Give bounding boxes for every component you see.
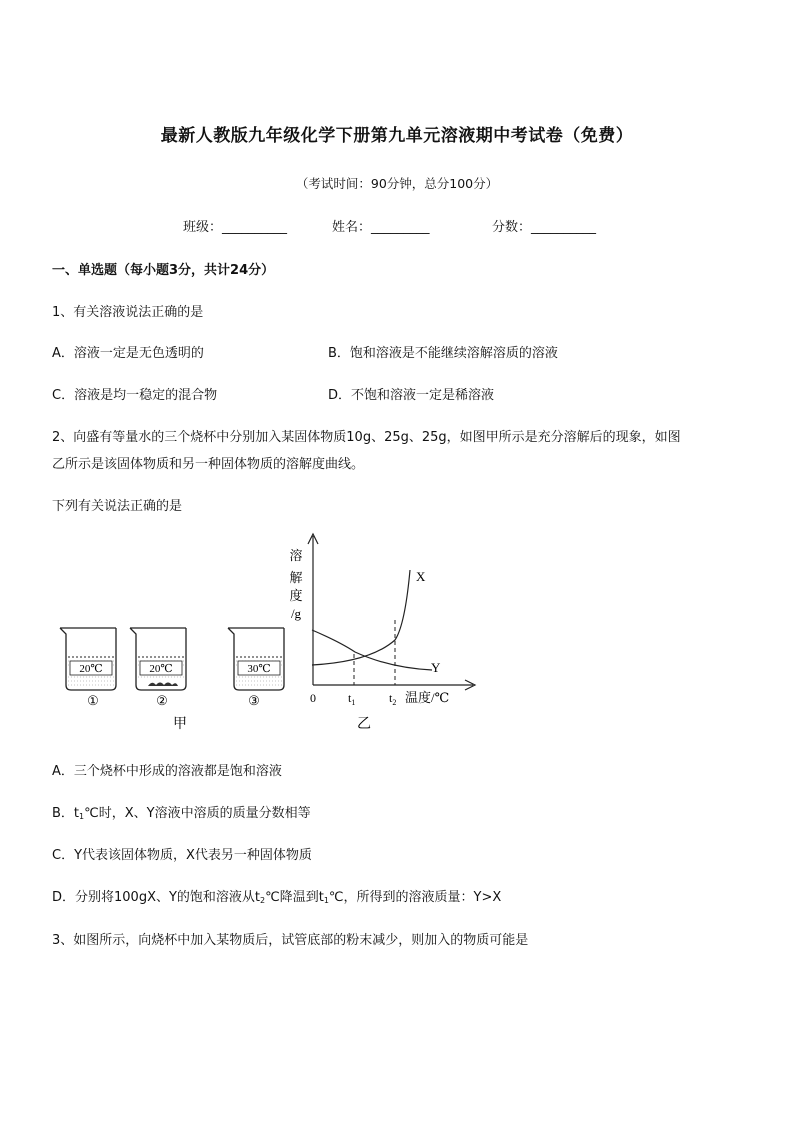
class-field: 班级：__________	[183, 220, 288, 235]
name-field: 姓名：_________	[332, 220, 430, 235]
question-3-stem: 3、如图所示，向烧杯中加入某物质后，试管底部的粉末减少，则加入的物质可能是	[52, 933, 529, 948]
t2-tick-label: $t_2$	[389, 691, 397, 707]
question-1-stem: 1、有关溶液说法正确的是	[52, 305, 204, 320]
question-1-option-c: C．溶液是均一稳定的混合物	[52, 388, 218, 403]
question-2-option-c: C．Y代表该固体物质，X代表另一种固体物质	[52, 848, 312, 863]
y-axis-char-2: 解	[289, 570, 303, 585]
solubility-graph	[289, 534, 475, 732]
curve-y-label: Y	[431, 660, 441, 675]
y-axis-char-1: 溶	[289, 548, 303, 563]
beaker-1-temp: 20℃	[79, 663, 103, 675]
beaker-2-temp: 20℃	[149, 663, 173, 675]
section-heading: 一、单选题（每小题3分，共计24分）	[52, 263, 275, 278]
beaker-1	[60, 628, 116, 708]
question-2-stem-line-1: 2、向盛有等量水的三个烧杯中分别加入某固体物质10g、25g、25g，如图甲所示是充分溶解后的现象，如图	[52, 430, 681, 445]
question-2-option-a: A．三个烧杯中形成的溶液都是饱和溶液	[52, 764, 282, 779]
y-axis-char-3: 度	[289, 588, 303, 603]
question-1-option-a: A．溶液一定是无色透明的	[52, 346, 204, 361]
exam-duration: （考试时间：90分钟，总分100分）	[295, 176, 499, 191]
page-title: 最新人教版九年级化学下册第九单元溶液期中考试卷（免费）	[160, 126, 634, 146]
solubility-figure	[40, 530, 500, 740]
question-2-stem-line-2: 乙所示是该固体物质和另一种固体物质的溶解度曲线。	[52, 457, 365, 472]
t1-tick-label: $t_1$	[348, 691, 356, 707]
curve-x-label: X	[416, 569, 426, 584]
x-axis-label: 温度/℃	[405, 690, 450, 705]
question-1-option-d: D．不饱和溶液一定是稀溶液	[328, 388, 495, 403]
beaker-2	[130, 628, 186, 708]
y-axis-unit: /g	[290, 606, 302, 621]
undissolved-solid	[148, 683, 178, 687]
question-2-option-b: B．t1℃时，X、Y溶液中溶质的质量分数相等	[52, 806, 311, 821]
origin-label: 0	[310, 691, 316, 705]
question-1-option-b: B．饱和溶液是不能继续溶解溶质的溶液	[328, 346, 558, 361]
beaker-3	[228, 628, 284, 708]
beaker-3-label: ③	[248, 693, 260, 708]
beaker-1-label: ①	[87, 693, 99, 708]
figure-jia-label: 甲	[173, 717, 187, 732]
beaker-3-temp: 30℃	[247, 663, 271, 675]
beaker-2-label: ②	[156, 693, 168, 708]
figure-yi-label: 乙	[357, 717, 371, 732]
score-field: 分数：__________	[492, 220, 597, 235]
question-2-option-d: D．分别将100gX、Y的饱和溶液从t2℃降温到t1℃，所得到的溶液质量：Y>X	[52, 890, 502, 905]
question-2-stem-line-3: 下列有关说法正确的是	[52, 499, 183, 514]
